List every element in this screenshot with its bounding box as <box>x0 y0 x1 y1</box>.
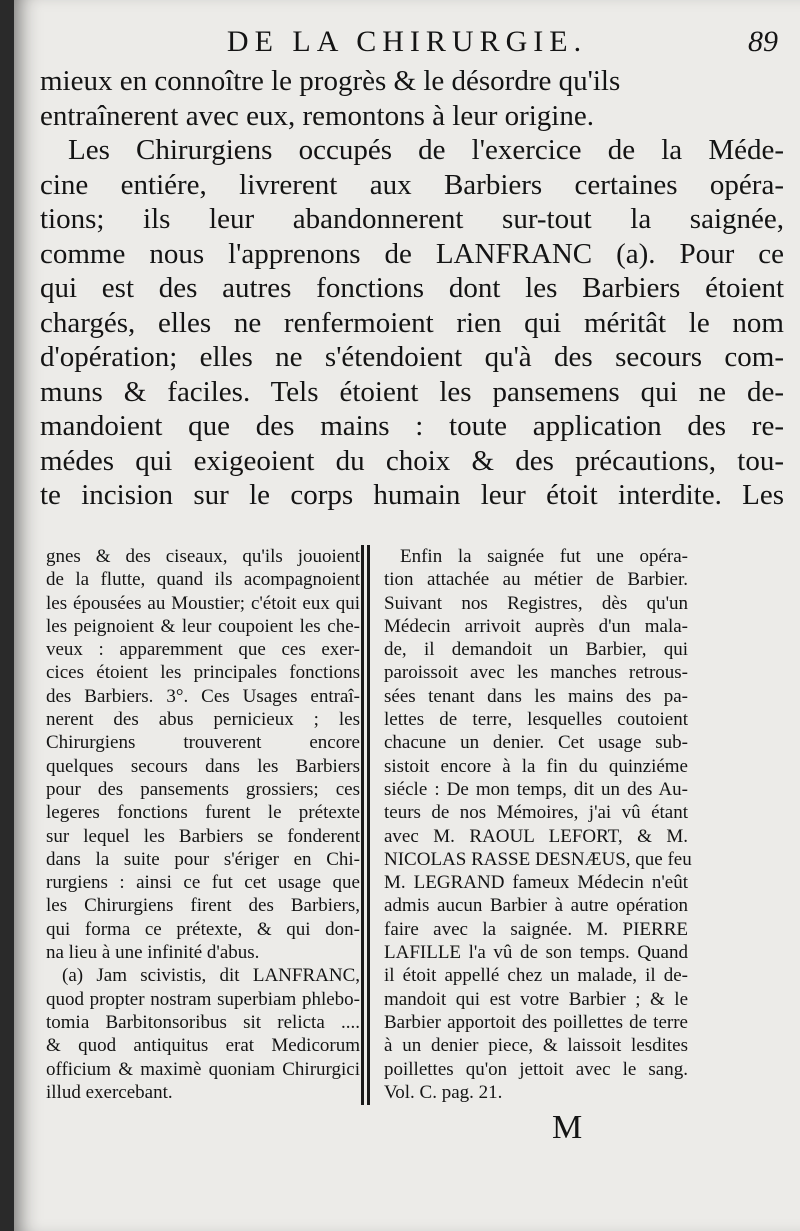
text-line: muns & faciles. Tels étoient les pansemens qui ne de- <box>40 375 784 408</box>
page-number: 89 <box>748 25 778 58</box>
main-text <box>40 64 784 513</box>
note-line: LAFILLE l'a vû de son temps. Quand <box>384 942 688 964</box>
note-line: sées tenant dans les mains des pa- <box>384 685 688 707</box>
left-footnote-column <box>46 545 360 1104</box>
note-line: poillettes qu'on jettoit avec le sang. <box>384 1058 688 1080</box>
text-line: d'opération; elles ne s'étendoient qu'à des secours com- <box>40 341 784 373</box>
note-line: mandoit qui est votre Barbier ; & le <box>384 988 688 1010</box>
note-line: teurs de nos Mémoires, j'ai vû étant <box>384 802 688 824</box>
text-line: tions; ils leur abandonnerent sur-tout la saignée, <box>40 203 784 235</box>
note-line: Enfin la saignée fut une opéra- <box>400 546 688 567</box>
text-line: mieux en connoître le progrès & le désordre qu'ils <box>40 65 621 97</box>
note-line: & quod antiquitus erat Medicorum <box>46 1035 360 1057</box>
note-line: na lieu à une infinité d'abus. <box>46 942 260 964</box>
text-line: cine entiére, livrerent aux Barbiers certaines opéra- <box>40 168 784 201</box>
note-line: tomia Barbitonsoribus sit relicta .... <box>46 1011 360 1033</box>
text-line: entraînerent avec eux, remontons à leur origine. <box>40 99 594 132</box>
text-line: qui est des autres fonctions dont les Barbiers étoient <box>40 272 784 304</box>
note-line: Suivant nos Registres, dès qu'un <box>384 592 688 614</box>
note-line: paroissoit avec les manches retrous- <box>384 662 688 684</box>
note-line: les Chirurgiens firent des Barbiers, <box>46 895 360 917</box>
note-line: tion attachée au métier de Barbier. <box>384 569 688 591</box>
text-line: mandoient que des mains : toute application des re- <box>40 410 784 442</box>
note-line: officium & maximè quoniam Chirurgici <box>46 1058 360 1080</box>
text-line: te incision sur le corps humain leur étoit interdite. Les <box>40 479 784 511</box>
right-footnote-column <box>384 545 692 1104</box>
note-line: sur lequel les Barbiers se fonderent <box>46 825 360 847</box>
note-line: veux : apparemment que ces exer- <box>46 639 360 661</box>
note-line: NICOLAS RASSE DESNÆUS, que feu <box>384 848 692 870</box>
note-line: lettes de terre, lesquelles coutoient <box>384 709 688 731</box>
book-page <box>14 0 800 1231</box>
note-line: cices étoient les principales fonctions <box>46 662 360 684</box>
note-line: Chirurgiens trouverent encore <box>46 732 360 754</box>
note-line: sistoit encore à la fin du quinziéme <box>384 755 688 777</box>
note-line: pour des pansements grossiers; ces <box>46 778 360 800</box>
column-divider <box>367 545 370 1105</box>
note-line: de la flutte, quand ils acompagnoient <box>46 569 360 591</box>
note-line: faire avec la saignée. M. PIERRE <box>384 918 688 940</box>
note-line: M. LEGRAND fameux Médecin n'eût <box>384 872 688 894</box>
column-divider <box>361 545 364 1105</box>
note-line: rurgiens : ainsi ce fut cet usage que <box>46 872 360 894</box>
note-line: Barbier apportoit des poillettes de terre <box>384 1011 688 1033</box>
note-line: à un denier piece, & laissoit lesdites <box>384 1035 688 1057</box>
note-line: des Barbiers. 3°. Ces Usages entraî- <box>46 685 360 707</box>
note-line: illud exercebant. <box>46 1081 173 1103</box>
note-line: siécle : De mon temps, dit un des Au- <box>384 778 688 800</box>
note-line: Médecin arrivoit auprès d'un mala- <box>384 615 688 637</box>
note-line: il étoit appellé chez un malade, il de- <box>384 965 688 987</box>
note-line: nerent des abus pernicieux ; les <box>46 709 360 731</box>
note-line: chacune un denier. Cet usage sub- <box>384 732 688 754</box>
note-line: qui forma ce prétexte, & qui don- <box>46 918 360 940</box>
page-header <box>14 18 800 66</box>
note-line: les épousées au Moustier; c'étoit eux qui <box>46 592 360 614</box>
note-line: quelques secours dans les Barbiers <box>46 755 360 777</box>
note-line: dans la suite pour s'ériger en Chi- <box>46 848 360 870</box>
text-line: comme nous l'apprenons de LANFRANC (a). Pour ce <box>40 237 784 270</box>
text-line: Les Chirurgiens occupés de l'exercice de la Méde- <box>68 134 784 166</box>
note-line: gnes & des ciseaux, qu'ils jouoient <box>46 546 360 567</box>
note-line: Vol. C. pag. 21. <box>384 1081 503 1103</box>
note-line: les peignoient & leur coupoient les che- <box>46 615 360 637</box>
note-line: quod propter nostram superbiam phlebo- <box>46 988 360 1010</box>
signature-mark: M <box>552 1109 583 1146</box>
note-line: admis aucun Barbier à autre opération <box>384 895 688 917</box>
note-line: (a) Jam scivistis, dit LANFRANC, <box>62 965 360 987</box>
note-line: de, il demandoit un Barbier, qui <box>384 639 688 661</box>
text-line: chargés, elles ne renfermoient rien qui méritât le nom <box>40 306 784 339</box>
note-line: avec M. RAOUL LEFORT, & M. <box>384 825 688 847</box>
running-head: DE LA CHIRURGIE. <box>226 25 588 58</box>
note-line: legeres fonctions furent le prétexte <box>46 802 360 824</box>
text-line: médes qui exigeoient du choix & des précautions, tou- <box>40 444 784 477</box>
